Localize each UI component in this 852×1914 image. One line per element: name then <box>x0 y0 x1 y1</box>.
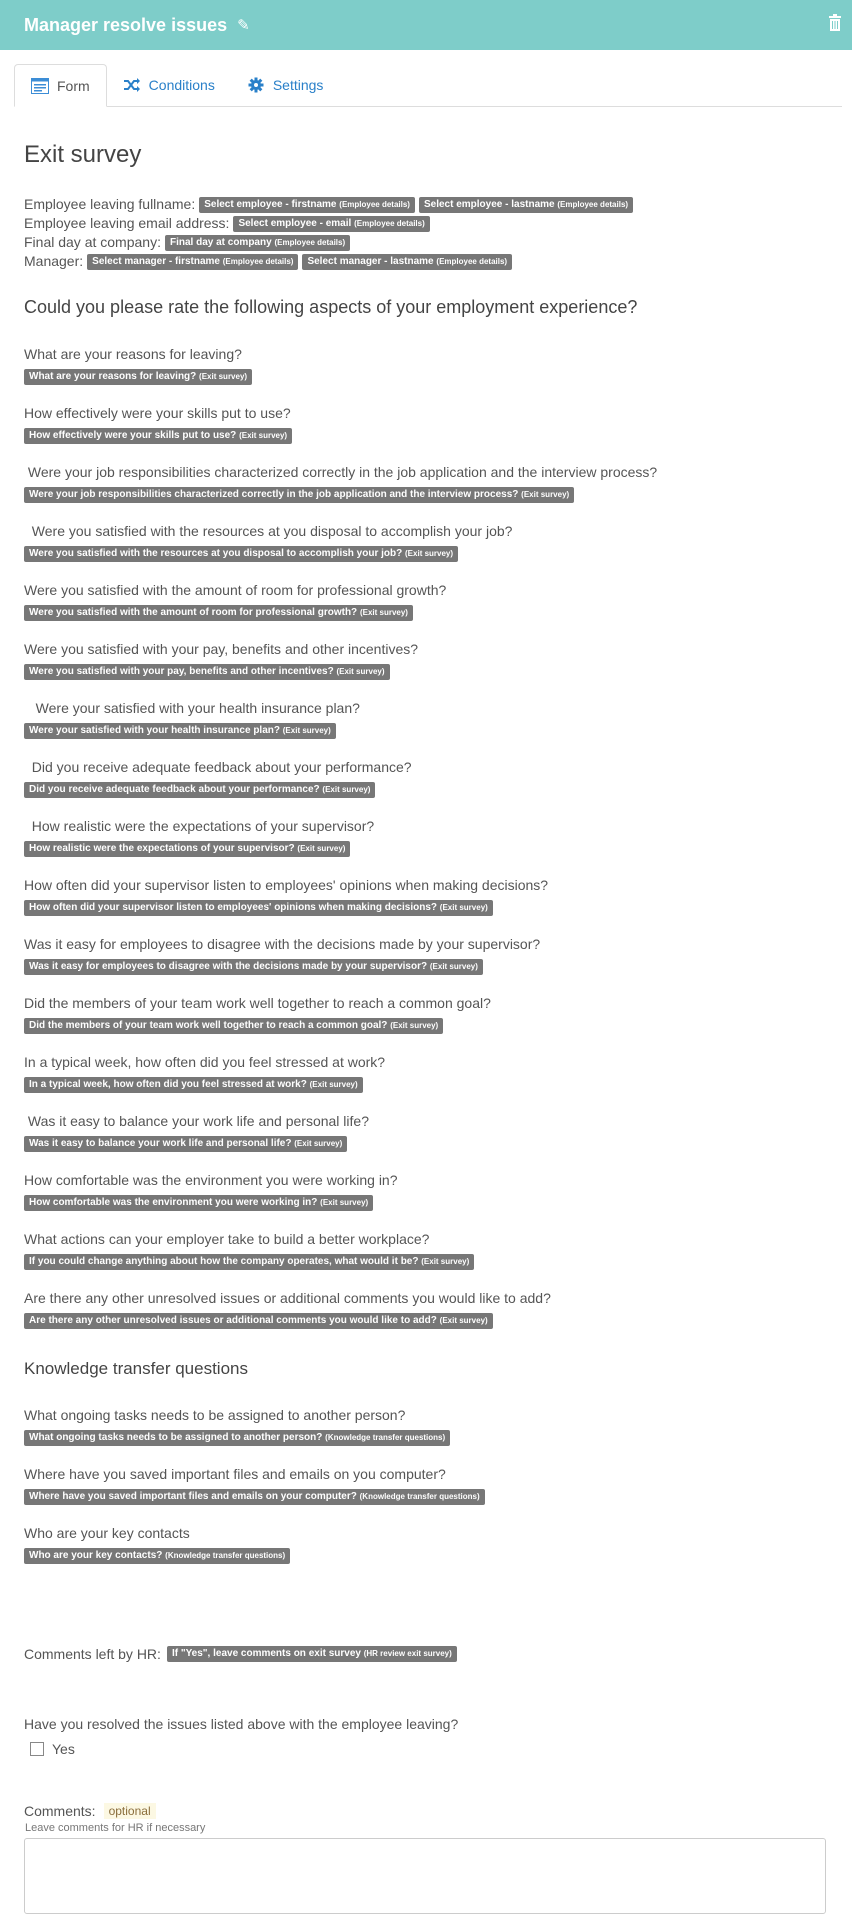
variable-tag: Did the members of your team work well together to reach a common goal? (Exit survey) <box>24 1018 443 1034</box>
question-item <box>24 1113 828 1152</box>
question-item <box>24 1172 828 1211</box>
tab-form[interactable] <box>14 64 107 107</box>
resolve-option[interactable] <box>30 1741 828 1757</box>
question-item <box>24 818 828 857</box>
comments-textarea[interactable] <box>24 1838 826 1914</box>
question-item <box>24 1231 828 1270</box>
info-label: Manager: <box>24 253 84 269</box>
question-item <box>24 582 828 621</box>
variable-tag: Who are your key contacts? (Knowledge transfer questions) <box>24 1548 290 1564</box>
variable-tag: How often did your supervisor listen to employees' opinions when making decisions? (Exit survey) <box>24 900 493 916</box>
question-item <box>24 464 828 503</box>
variable-tag: Select employee - lastname (Employee details) <box>419 197 633 213</box>
variable-tag: If you could change anything about how the company operates, what would it be? (Exit survey) <box>24 1254 474 1270</box>
info-label: Employee leaving email address: <box>24 215 230 231</box>
info-row-final-day <box>24 233 828 252</box>
tab-bar <box>14 64 842 107</box>
variable-tag: Were your job responsibilities characterized correctly in the job application and the interview process? (Exit survey) <box>24 487 574 503</box>
tab-conditions[interactable] <box>107 64 231 106</box>
tab-settings-label: Settings <box>272 77 324 93</box>
question-item <box>24 1054 828 1093</box>
variable-tag: How comfortable was the environment you were working in? (Exit survey) <box>24 1195 373 1211</box>
question-item <box>24 1290 828 1329</box>
info-label: Employee leaving fullname: <box>24 196 196 212</box>
question-item <box>24 877 828 916</box>
resolve-question: Have you resolved the issues listed above with the employee leaving? <box>24 1716 459 1732</box>
variable-tag: Did you receive adequate feedback about your performance? (Exit survey) <box>24 782 375 798</box>
question-text: Are there any other unresolved issues or additional comments you would like to add? <box>24 1290 551 1306</box>
question-item <box>24 759 828 798</box>
variable-tag: Were you satisfied with your pay, benefits and other incentives? (Exit survey) <box>24 664 390 680</box>
question-text: Were you satisfied with the amount of room for professional growth? <box>24 582 447 598</box>
section-title-knowledge: Knowledge transfer questions <box>24 1359 248 1378</box>
question-text: What are your reasons for leaving? <box>24 346 242 362</box>
comments-hint: Leave comments for HR if necessary <box>25 1822 206 1834</box>
tab-conditions-label: Conditions <box>148 77 215 93</box>
question-item <box>24 936 828 975</box>
form-title: Exit survey <box>24 141 142 168</box>
form-content <box>0 141 852 1914</box>
question-item <box>24 1466 828 1505</box>
employee-info <box>24 195 828 271</box>
variable-tag: Select manager - lastname (Employee details) <box>302 254 512 270</box>
variable-tag: In a typical week, how often did you feel stressed at work? (Exit survey) <box>24 1077 363 1093</box>
variable-tag: Select manager - firstname (Employee details) <box>87 254 298 270</box>
question-text: In a typical week, how often did you feel stressed at work? <box>24 1054 386 1070</box>
edit-pencil-icon[interactable]: ✎ <box>237 17 250 34</box>
top-bar <box>0 0 852 50</box>
comments-label-row <box>24 1803 828 1819</box>
question-text: Did you receive adequate feedback about your performance? <box>24 759 412 775</box>
question-text: Who are your key contacts <box>24 1525 190 1541</box>
question-text: How often did your supervisor listen to employees' opinions when making decisions? <box>24 877 549 893</box>
variable-tag: What are your reasons for leaving? (Exit survey) <box>24 369 252 385</box>
question-text: What ongoing tasks needs to be assigned to another person? <box>24 1407 406 1423</box>
gear-icon <box>247 77 265 93</box>
variable-tag: Select employee - firstname (Employee details) <box>199 197 415 213</box>
variable-tag: How realistic were the expectations of your supervisor? (Exit survey) <box>24 841 350 857</box>
question-item <box>24 700 828 739</box>
optional-badge: optional <box>104 1803 156 1819</box>
question-item <box>24 346 828 385</box>
shuffle-icon <box>123 77 141 93</box>
question-text: Were you satisfied with the resources at you disposal to accomplish your job? <box>24 523 513 539</box>
question-text: Were your job responsibilities characterized correctly in the job application and the interview process? <box>24 464 658 480</box>
question-text: Did the members of your team work well together to reach a common goal? <box>24 995 491 1011</box>
question-text: How comfortable was the environment you were working in? <box>24 1172 398 1188</box>
question-item <box>24 641 828 680</box>
question-text: How realistic were the expectations of your supervisor? <box>24 818 375 834</box>
knowledge-questions <box>24 1407 828 1564</box>
question-text: Were your satisfied with your health insurance plan? <box>24 700 360 716</box>
question-text: How effectively were your skills put to use? <box>24 405 291 421</box>
variable-tag: Was it easy to balance your work life and personal life? (Exit survey) <box>24 1136 347 1152</box>
variable-tag: Where have you saved important files and emails on your computer? (Knowledge transfer questions) <box>24 1489 485 1505</box>
comments-label: Comments: <box>24 1803 96 1819</box>
variable-tag: What ongoing tasks needs to be assigned to another person? (Knowledge transfer questions) <box>24 1430 450 1446</box>
section-title-rating: Could you please rate the following aspects of your employment experience? <box>24 297 638 317</box>
variable-tag: How effectively were your skills put to use? (Exit survey) <box>24 428 292 444</box>
question-item <box>24 405 828 444</box>
form-icon <box>31 78 49 94</box>
hr-comments-label: Comments left by HR: <box>24 1646 161 1662</box>
variable-tag: Are there any other unresolved issues or additional comments you would like to add? (Exit survey) <box>24 1313 493 1329</box>
yes-checkbox[interactable] <box>30 1742 44 1756</box>
question-text: What actions can your employer take to build a better workplace? <box>24 1231 430 1247</box>
variable-tag: Final day at company (Employee details) <box>165 235 350 251</box>
info-row-fullname <box>24 195 828 214</box>
yes-label: Yes <box>52 1741 75 1757</box>
variable-tag: Were you satisfied with the resources at you disposal to accomplish your job? (Exit survey) <box>24 546 458 562</box>
tab-settings[interactable] <box>231 64 340 106</box>
variable-tag: Were your satisfied with your health insurance plan? (Exit survey) <box>24 723 336 739</box>
question-item <box>24 1525 828 1564</box>
variable-tag: Were you satisfied with the amount of room for professional growth? (Exit survey) <box>24 605 413 621</box>
info-row-email <box>24 214 828 233</box>
trash-icon[interactable] <box>828 14 842 32</box>
question-text: Were you satisfied with your pay, benefits and other incentives? <box>24 641 419 657</box>
rating-questions <box>24 346 828 1329</box>
page-title: Manager resolve issues <box>24 14 228 35</box>
info-label: Final day at company: <box>24 234 161 250</box>
question-item <box>24 995 828 1034</box>
tab-form-label: Form <box>57 77 90 94</box>
info-row-manager <box>24 252 828 271</box>
question-item <box>24 1407 828 1446</box>
question-item <box>24 523 828 562</box>
question-text: Where have you saved important files and emails on you computer? <box>24 1466 446 1482</box>
hr-comments-row <box>24 1646 828 1662</box>
variable-tag: Was it easy for employees to disagree with the decisions made by your supervisor? (Exit survey) <box>24 959 483 975</box>
question-text: Was it easy for employees to disagree with the decisions made by your supervisor? <box>24 936 541 952</box>
variable-tag: If "Yes", leave comments on exit survey (HR review exit survey) <box>167 1646 457 1662</box>
variable-tag: Select employee - email (Employee details) <box>233 216 429 232</box>
question-text: Was it easy to balance your work life and personal life? <box>24 1113 369 1129</box>
